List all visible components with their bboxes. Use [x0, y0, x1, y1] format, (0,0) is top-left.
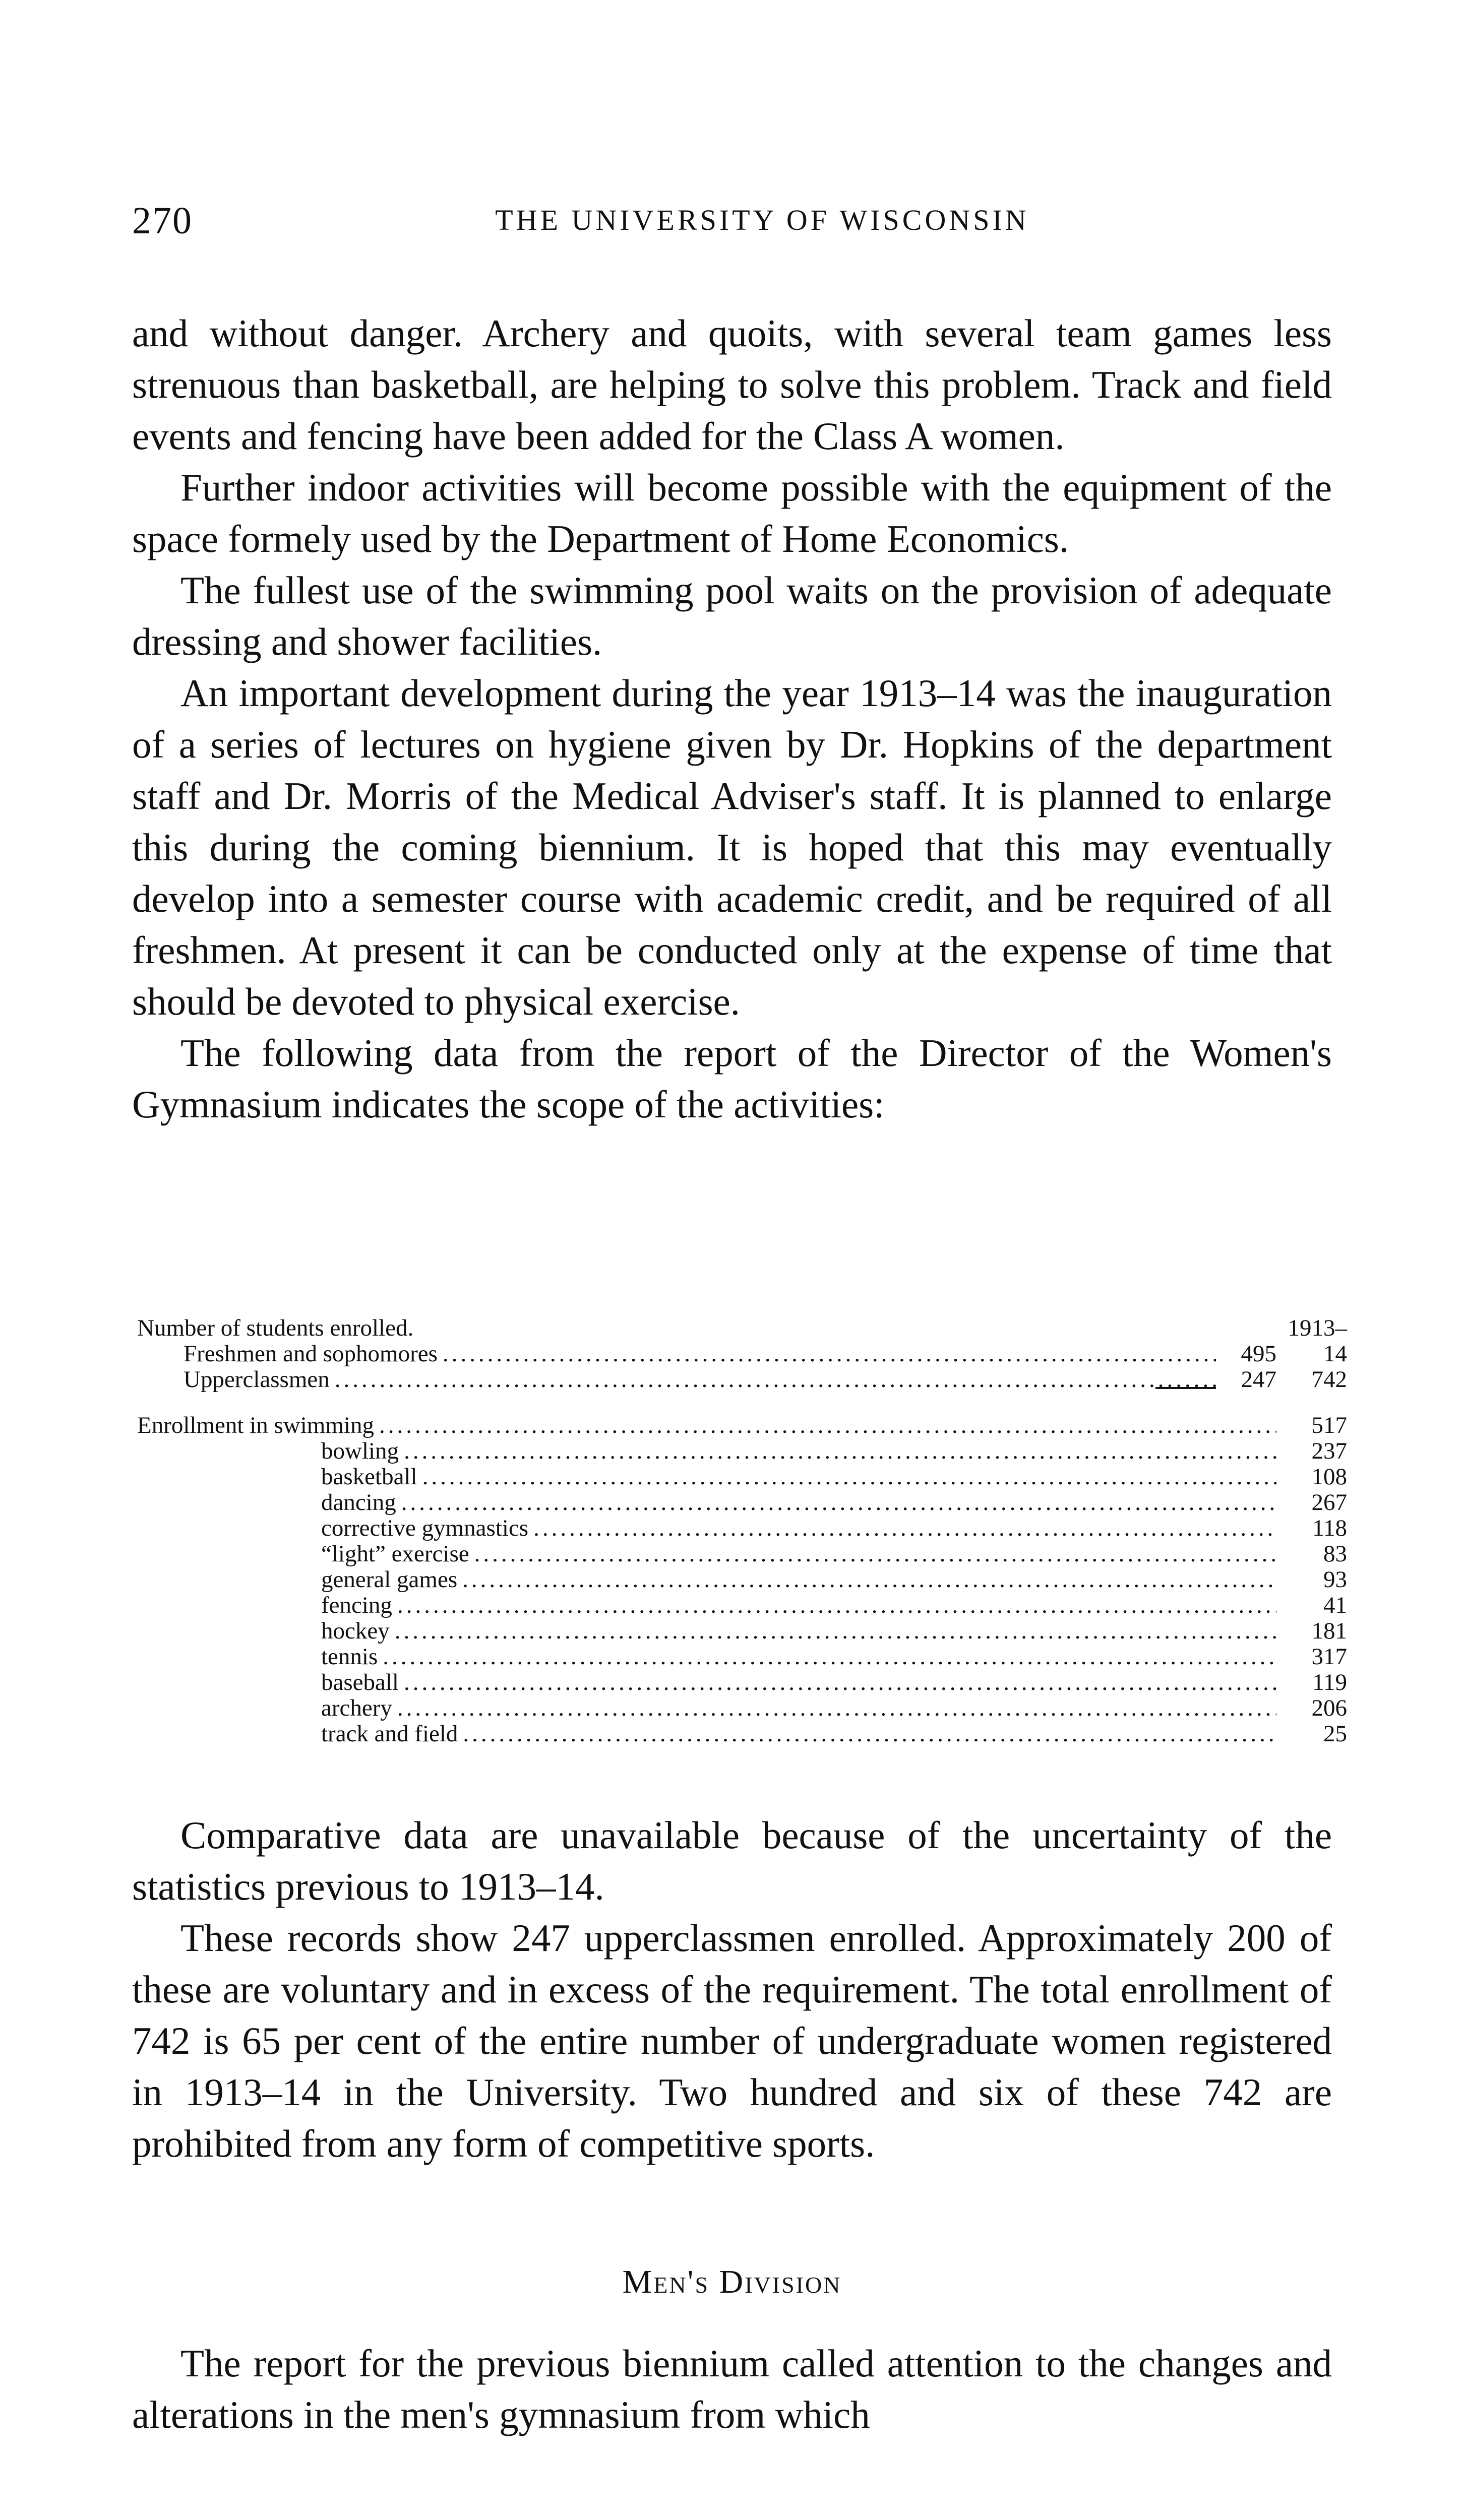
running-head: THE UNIVERSITY OF WISCONSIN	[495, 204, 1029, 236]
activity-label: fencing	[321, 1592, 392, 1618]
activity-label: tennis	[321, 1644, 378, 1670]
leader-dots	[397, 1695, 1276, 1721]
table-row	[137, 1464, 1347, 1490]
activity-value: 93	[1323, 1566, 1347, 1593]
table-year: 1913–14	[1288, 1315, 1347, 1367]
activity-value: 118	[1312, 1515, 1347, 1541]
activity-value: 206	[1311, 1695, 1347, 1721]
leader-dots	[404, 1438, 1276, 1464]
activity-value: 517	[1311, 1412, 1347, 1438]
activity-value: 267	[1311, 1489, 1347, 1516]
body-text-bottom	[132, 2338, 1332, 2440]
table-row	[137, 1567, 1347, 1593]
leader-dots	[335, 1367, 1216, 1393]
paragraph: The following data from the report of the Director of the Women's Gymnasium indicates the scope of the activities:	[132, 1031, 1332, 1126]
activity-label: archery	[321, 1695, 392, 1721]
body-text-middle	[132, 1809, 1332, 2169]
paragraph: An important development during the year 1913–14 was the inauguration of a series of lectures on hygiene given by Dr. Hopkins of the department staff and Dr. Morris of the Medical Adviser's staff. It is planned to enlarge this during the coming biennium. It is hoped that this may eventually develop into a semester course with academic credit, and be required of all freshmen. At present it can be conducted only at the expense of time that should be devoted to physical exercise.	[132, 671, 1332, 1023]
table-row	[137, 1670, 1347, 1695]
row-label: Upperclassmen	[184, 1366, 330, 1393]
activity-label: basketball	[321, 1464, 417, 1490]
activity-value: 237	[1311, 1438, 1347, 1464]
leader-dots	[401, 1490, 1276, 1516]
row-value: 247	[1241, 1366, 1276, 1393]
leader-dots	[422, 1464, 1276, 1490]
total-value: 742	[1311, 1366, 1347, 1393]
activity-value: 41	[1323, 1592, 1347, 1618]
activity-label: track and field	[321, 1721, 458, 1747]
paragraph: and without danger. Archery and quoits, with several team games less strenuous than basketball, are helping to solve this problem. Track and field events and fencing have been added for the Class A women.	[132, 311, 1332, 458]
leader-dots	[462, 1567, 1276, 1593]
activity-value: 317	[1311, 1644, 1347, 1670]
activity-label: hockey	[321, 1618, 390, 1644]
section-heading: Men's Division	[622, 2263, 842, 2300]
activity-label: dancing	[321, 1489, 396, 1516]
leader-dots	[533, 1516, 1276, 1541]
leader-dots	[474, 1541, 1276, 1567]
activity-label: baseball	[321, 1669, 399, 1695]
activity-list	[137, 1413, 1347, 1747]
row-label: Freshmen and sophomores	[184, 1341, 438, 1367]
enrollment-table	[137, 1315, 1347, 1747]
activity-value: 119	[1312, 1669, 1347, 1695]
table-row	[137, 1618, 1347, 1644]
leader-dots	[443, 1341, 1216, 1367]
page-header	[132, 199, 1332, 249]
table-heading-label: Number of students enrolled.	[137, 1315, 414, 1341]
activity-label: bowling	[321, 1438, 399, 1464]
activity-value: 83	[1323, 1541, 1347, 1567]
table-row	[137, 1341, 1347, 1367]
leader-dots	[395, 1618, 1276, 1644]
paragraph: Further indoor activities will become possible with the equipment of the space formely used by the Department of Home Economics.	[132, 466, 1332, 560]
activity-label: corrective gymnastics	[321, 1515, 529, 1541]
activity-label: swimming	[274, 1412, 374, 1438]
activity-label: “light” exercise	[321, 1541, 469, 1567]
table-row	[137, 1593, 1347, 1618]
table-row	[137, 1490, 1347, 1516]
table-row	[137, 1516, 1347, 1541]
activity-value: 108	[1311, 1464, 1347, 1490]
body-text-top	[132, 307, 1332, 1130]
table-row	[137, 1644, 1347, 1670]
leader-dots	[404, 1670, 1276, 1695]
enroll-prefix: Enrollment in	[137, 1412, 268, 1438]
activity-label: general games	[321, 1566, 458, 1593]
paragraph: Comparative data are unavailable because of the uncertainty of the statistics previous to 1913–14.	[132, 1813, 1332, 1908]
sum-rule	[1155, 1387, 1216, 1389]
table-row	[137, 1721, 1347, 1747]
paragraph: The report for the previous biennium called attention to the changes and alterations in the men's gymnasium from which	[132, 2342, 1332, 2436]
page-number: 270	[132, 200, 193, 242]
leader-dots	[379, 1413, 1276, 1438]
leader-dots	[397, 1593, 1276, 1618]
leader-dots	[383, 1644, 1276, 1670]
table-row	[137, 1541, 1347, 1567]
table-row	[137, 1438, 1347, 1464]
paragraph: These records show 247 upperclassmen enrolled. Approximately 200 of these are voluntary and in excess of the requirement. The total enrollment of 742 is 65 per cent of the entire number of undergraduate women registered in 1913–14 in the University. Two hundred and six of these 742 are prohibited from any form of competitive sports.	[132, 1916, 1332, 2165]
table-row	[137, 1413, 1347, 1438]
leader-dots	[463, 1721, 1276, 1747]
paragraph: The fullest use of the swimming pool waits on the provision of adequate dressing and shower facilities.	[132, 569, 1332, 663]
activity-value: 25	[1323, 1721, 1347, 1747]
table-row	[137, 1695, 1347, 1721]
activity-value: 181	[1311, 1618, 1347, 1644]
row-value: 495	[1241, 1341, 1276, 1367]
